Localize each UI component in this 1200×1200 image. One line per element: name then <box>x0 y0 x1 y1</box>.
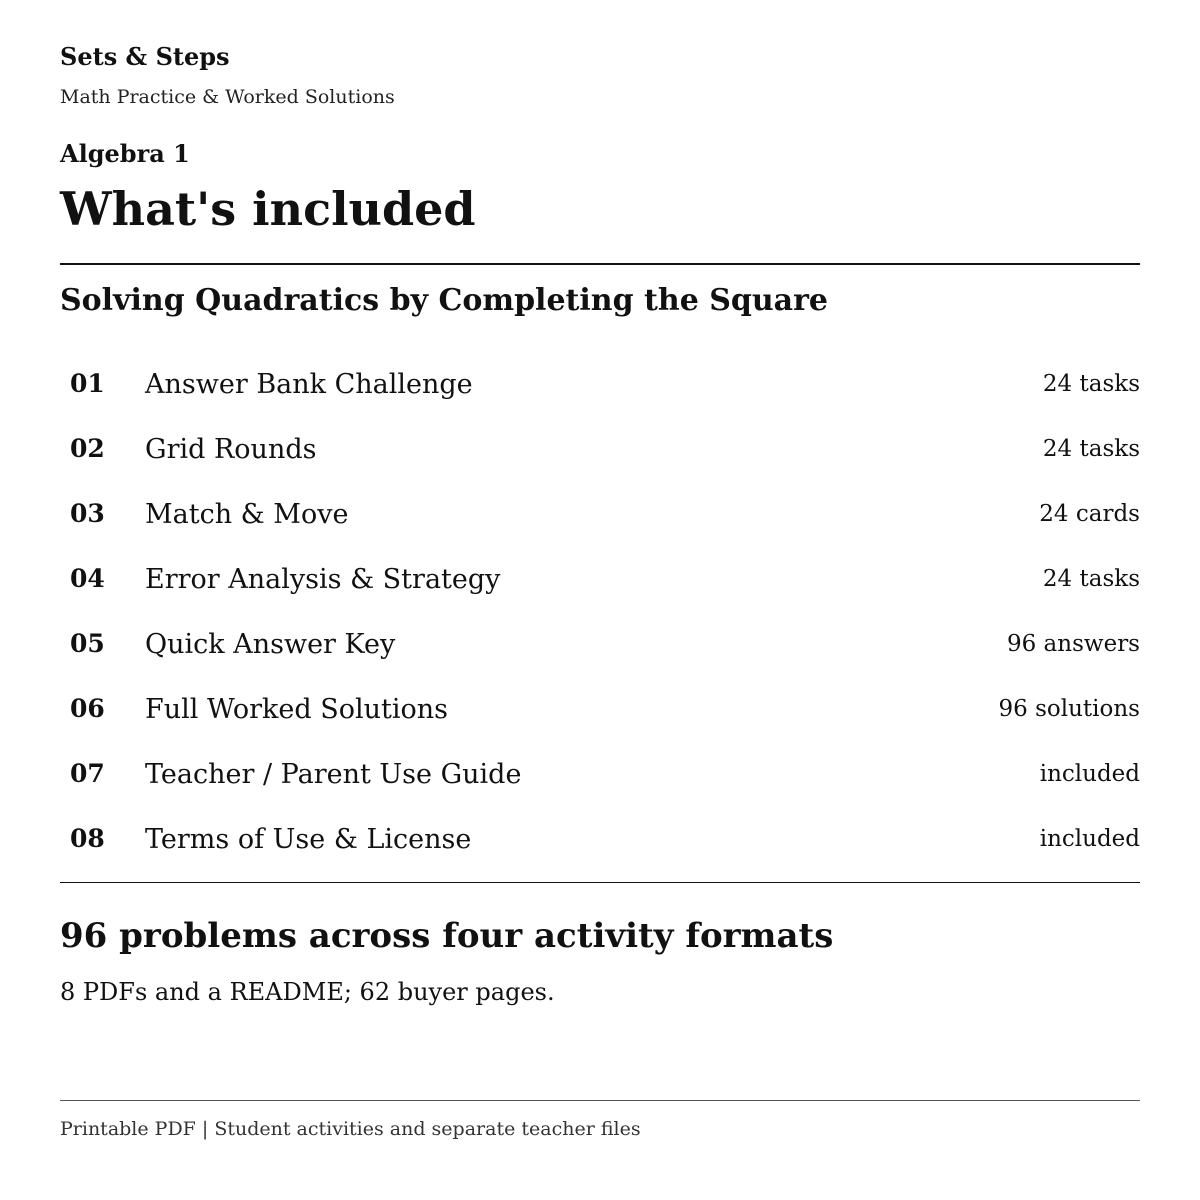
brand-name: Sets & Steps <box>60 42 230 71</box>
contents-item-label: Error Analysis & Strategy <box>145 564 501 595</box>
contents-item-number: 01 <box>70 369 105 398</box>
contents-item-count: 24 tasks <box>1042 566 1140 592</box>
contents-item <box>60 612 1140 677</box>
contents-item-number: 05 <box>70 629 105 658</box>
contents-item-number: 07 <box>70 759 105 788</box>
contents-item-count: 24 tasks <box>1042 371 1140 397</box>
contents-item-count: included <box>1039 826 1140 852</box>
contents-divider <box>60 882 1140 883</box>
contents-item-count: 24 cards <box>1039 501 1140 527</box>
contents-item-count: 24 tasks <box>1042 436 1140 462</box>
contents-list <box>60 352 1140 872</box>
brand-tagline: Math Practice & Worked Solutions <box>60 86 395 108</box>
contents-item <box>60 547 1140 612</box>
summary-heading: 96 problems across four activity formats <box>60 916 834 956</box>
contents-item <box>60 742 1140 807</box>
page-title: What's included <box>60 182 476 236</box>
contents-item <box>60 417 1140 482</box>
footer-text: Printable PDF | Student activities and separate teacher files <box>60 1118 641 1140</box>
contents-item <box>60 352 1140 417</box>
footer-divider <box>60 1100 1140 1101</box>
contents-item-label: Match & Move <box>145 499 349 530</box>
topic-heading: Solving Quadratics by Completing the Square <box>60 283 829 318</box>
contents-item-number: 04 <box>70 564 105 593</box>
contents-item-number: 03 <box>70 499 105 528</box>
page <box>60 0 1140 1200</box>
contents-item-label: Grid Rounds <box>145 434 317 465</box>
contents-item-count: 96 answers <box>1006 631 1140 657</box>
contents-item-number: 06 <box>70 694 105 723</box>
title-divider <box>60 263 1140 265</box>
summary-text: 8 PDFs and a README; 62 buyer pages. <box>60 978 555 1006</box>
course-name: Algebra 1 <box>60 139 190 168</box>
contents-item <box>60 807 1140 872</box>
contents-item-number: 08 <box>70 824 105 853</box>
contents-item-label: Full Worked Solutions <box>145 694 449 725</box>
contents-item-label: Quick Answer Key <box>145 629 396 660</box>
contents-item-label: Answer Bank Challenge <box>145 369 473 400</box>
contents-item <box>60 482 1140 547</box>
contents-item <box>60 677 1140 742</box>
contents-item-label: Terms of Use & License <box>145 824 472 855</box>
contents-item-number: 02 <box>70 434 105 463</box>
contents-item-label: Teacher / Parent Use Guide <box>145 759 522 790</box>
contents-item-count: included <box>1039 761 1140 787</box>
contents-item-count: 96 solutions <box>998 696 1140 722</box>
